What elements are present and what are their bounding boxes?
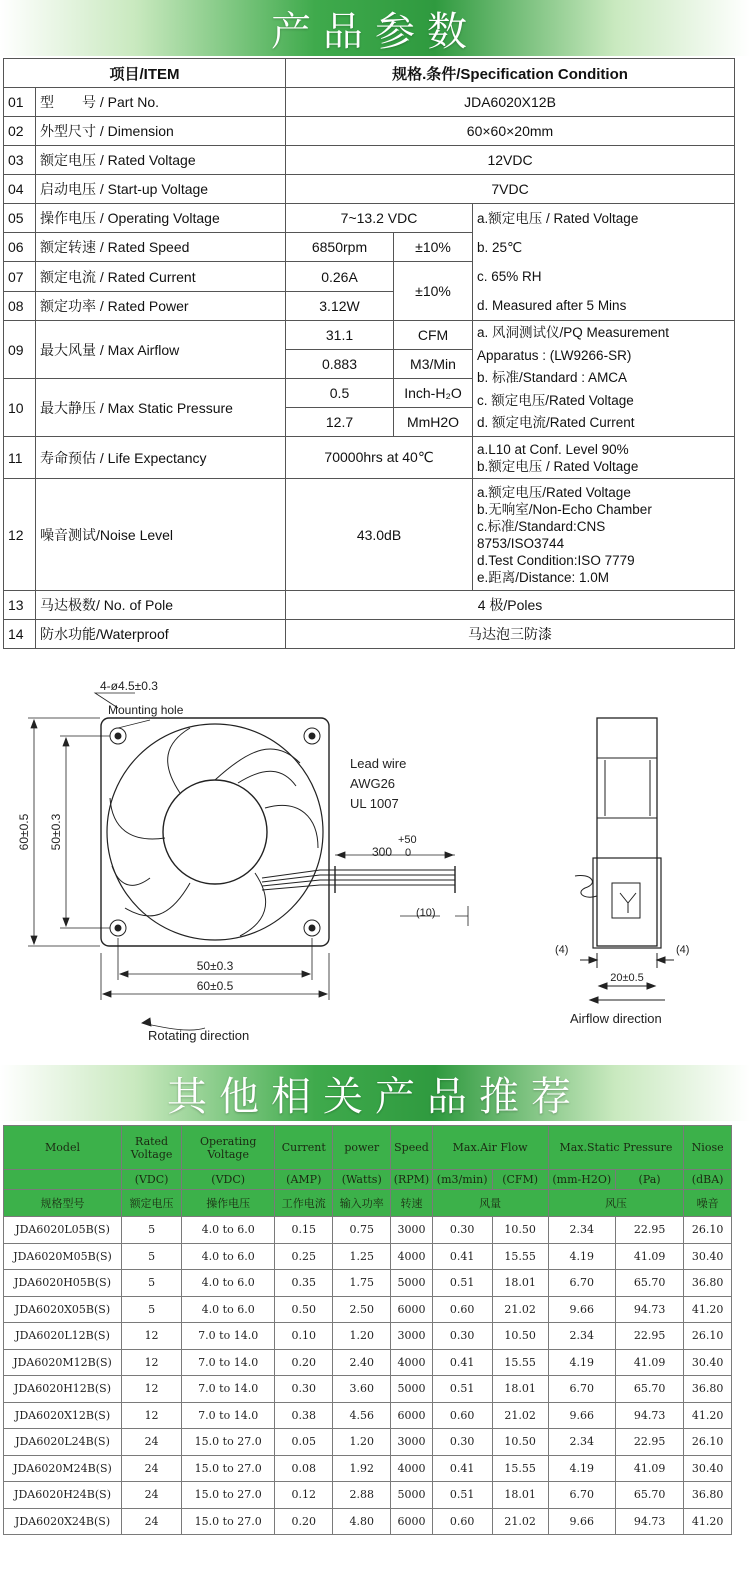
value-cell: 0.41 xyxy=(432,1349,492,1376)
row-item: 马达极数/ No. of Pole xyxy=(36,591,286,620)
value-cell: 0.20 xyxy=(275,1349,333,1376)
row-item: 最大风量 / Max Airflow xyxy=(36,321,286,379)
row-no: 03 xyxy=(4,146,36,175)
model-cell: JDA6020L24B(S) xyxy=(4,1429,122,1456)
spec-row xyxy=(4,88,735,117)
side-dim-width: 20±0.5 xyxy=(610,972,644,984)
value-cell: 15.0 to 27.0 xyxy=(182,1455,275,1482)
spec-table xyxy=(3,58,735,649)
dimension-lines xyxy=(28,693,468,1030)
value-cell: 4.19 xyxy=(548,1455,615,1482)
model-cell: JDA6020X12B(S) xyxy=(4,1402,122,1429)
table-row xyxy=(4,1455,732,1482)
value-cell: 6.70 xyxy=(548,1376,615,1403)
value-cell: 24 xyxy=(122,1482,182,1509)
spec-header-condition: 规格.条件/Specification Condition xyxy=(286,59,735,88)
value-cell: 0.30 xyxy=(432,1323,492,1350)
value-cell: 15.0 to 27.0 xyxy=(182,1429,275,1456)
note-line: b.无响室/Non-Echo Chamber xyxy=(477,501,652,517)
value-cell: 36.80 xyxy=(684,1482,732,1509)
value-cell: 1.75 xyxy=(333,1270,391,1297)
row-no: 01 xyxy=(4,88,36,117)
row-value: 7~13.2 VDC xyxy=(286,204,473,233)
value-cell: 4.0 to 6.0 xyxy=(182,1296,275,1323)
cn-header: 噪音 xyxy=(684,1190,732,1217)
value-cell: 7.0 to 14.0 xyxy=(182,1323,275,1350)
value-cell: 65.70 xyxy=(615,1270,683,1297)
value-cell: 4.0 to 6.0 xyxy=(182,1217,275,1244)
note-line: e.距离/Distance: 1.0M xyxy=(477,569,610,585)
row-no: 09 xyxy=(4,321,36,379)
rotating-direction-label: Rotating direction xyxy=(148,1028,250,1043)
value-cell: 1.25 xyxy=(333,1243,391,1270)
value-cell: 0.51 xyxy=(432,1270,492,1297)
value-cell: 1.20 xyxy=(333,1429,391,1456)
value-cell: 30.40 xyxy=(684,1455,732,1482)
value-cell: 12 xyxy=(122,1349,182,1376)
spec-row xyxy=(4,146,735,175)
row-item: 外型尺寸 / Dimension xyxy=(36,117,286,146)
spec-row xyxy=(4,321,735,350)
value-cell: 0.20 xyxy=(275,1508,333,1535)
spec-row xyxy=(4,175,735,204)
section-banner-specs xyxy=(0,0,750,56)
col-current: Current xyxy=(275,1126,333,1170)
row-value: 70000hrs at 40℃ xyxy=(286,437,473,479)
model-cell: JDA6020M24B(S) xyxy=(4,1455,122,1482)
value-cell: 15.0 to 27.0 xyxy=(182,1482,275,1509)
row-item: 操作电压 / Operating Voltage xyxy=(36,204,286,233)
row-item: 防水功能/Waterproof xyxy=(36,620,286,649)
value-cell: 0.30 xyxy=(275,1376,333,1403)
value-cell: 0.38 xyxy=(275,1402,333,1429)
value-cell: 2.34 xyxy=(548,1217,615,1244)
value-cell: 4.0 to 6.0 xyxy=(182,1270,275,1297)
value-cell: 0.60 xyxy=(432,1402,492,1429)
spec-header-row xyxy=(4,59,735,88)
cn-header: 风量 xyxy=(432,1190,548,1217)
value-cell: 0.41 xyxy=(432,1455,492,1482)
value-cell: 0.15 xyxy=(275,1217,333,1244)
value-cell: 41.20 xyxy=(684,1402,732,1429)
spec-row xyxy=(4,117,735,146)
note-line: d.Test Condition:ISO 7779 xyxy=(477,552,635,568)
value-cell: 36.80 xyxy=(684,1376,732,1403)
value-cell: 0.30 xyxy=(432,1429,492,1456)
row-no: 04 xyxy=(4,175,36,204)
value-cell: 94.73 xyxy=(615,1402,683,1429)
table-row xyxy=(4,1482,732,1509)
value-cell: 10.50 xyxy=(492,1217,548,1244)
related-unit-row xyxy=(4,1170,732,1190)
value-cell: 4000 xyxy=(391,1349,432,1376)
dim-60-vertical: 60±0.5 xyxy=(17,813,31,851)
row-value: 0.883 xyxy=(286,350,394,379)
value-cell: 6000 xyxy=(391,1402,432,1429)
fan-front-view xyxy=(101,718,455,946)
row-unit: MmH2O xyxy=(394,408,473,437)
row-item: 噪音测试/Noise Level xyxy=(36,479,286,591)
row-value: 60×60×20mm xyxy=(286,117,735,146)
model-cell: JDA6020L05B(S) xyxy=(4,1217,122,1244)
value-cell: 0.12 xyxy=(275,1482,333,1509)
value-cell: 0.50 xyxy=(275,1296,333,1323)
related-chinese-header-row xyxy=(4,1190,732,1217)
value-cell: 0.35 xyxy=(275,1270,333,1297)
wire-tolerance-upper: +50 xyxy=(398,834,417,846)
row-value: 31.1 xyxy=(286,321,394,350)
lead-wire-label: Lead wire xyxy=(350,756,407,771)
note-line: d. Measured after 5 Mins xyxy=(477,298,627,313)
note-cell xyxy=(473,204,735,321)
value-cell: 15.55 xyxy=(492,1455,548,1482)
row-no: 07 xyxy=(4,262,36,292)
spec-row xyxy=(4,591,735,620)
model-cell: JDA6020H24B(S) xyxy=(4,1482,122,1509)
dim-50-vertical: 50±0.3 xyxy=(49,813,63,851)
spec-row xyxy=(4,437,735,479)
row-tolerance: ±10% xyxy=(394,262,473,321)
fan-dimension-drawing xyxy=(0,668,750,1063)
note-line: d. 额定电流/Rated Current xyxy=(477,415,635,431)
value-cell: 9.66 xyxy=(548,1296,615,1323)
value-cell: 4.19 xyxy=(548,1349,615,1376)
note-line: 8753/ISO3744 xyxy=(477,535,565,551)
col-speed: Speed xyxy=(391,1126,432,1170)
value-cell: 0.08 xyxy=(275,1455,333,1482)
value-cell: 21.02 xyxy=(492,1508,548,1535)
side-dim-left: (4) xyxy=(555,944,569,956)
unit-cell: (CFM) xyxy=(492,1170,548,1190)
section-title: 产品参数 xyxy=(271,8,479,55)
fan-side-view xyxy=(575,718,674,1003)
value-cell: 7.0 to 14.0 xyxy=(182,1376,275,1403)
unit-cell: (VDC) xyxy=(182,1170,275,1190)
col-static-pressure: Max.Static Pressure xyxy=(548,1126,684,1170)
value-cell: 2.50 xyxy=(333,1296,391,1323)
dim-50-horizontal: 50±0.3 xyxy=(196,959,234,973)
value-cell: 15.55 xyxy=(492,1243,548,1270)
value-cell: 5 xyxy=(122,1243,182,1270)
value-cell: 0.75 xyxy=(333,1217,391,1244)
value-cell: 6000 xyxy=(391,1508,432,1535)
row-no: 02 xyxy=(4,117,36,146)
value-cell: 30.40 xyxy=(684,1243,732,1270)
value-cell: 4000 xyxy=(391,1455,432,1482)
row-unit: M3/Min xyxy=(394,350,473,379)
unit-cell: (VDC) xyxy=(122,1170,182,1190)
value-cell: 3000 xyxy=(391,1323,432,1350)
value-cell: 4.56 xyxy=(333,1402,391,1429)
model-cell: JDA6020X24B(S) xyxy=(4,1508,122,1535)
table-row xyxy=(4,1270,732,1297)
table-row xyxy=(4,1323,732,1350)
value-cell: 0.60 xyxy=(432,1296,492,1323)
note-line: a.额定电压 / Rated Voltage xyxy=(477,211,639,226)
value-cell: 4000 xyxy=(391,1243,432,1270)
mounting-hole-label: Mounting hole xyxy=(108,703,184,717)
value-cell: 7.0 to 14.0 xyxy=(182,1402,275,1429)
value-cell: 41.20 xyxy=(684,1508,732,1535)
value-cell: 41.20 xyxy=(684,1296,732,1323)
row-value: 马达泡三防漆 xyxy=(286,620,735,649)
value-cell: 30.40 xyxy=(684,1349,732,1376)
model-cell: JDA6020L12B(S) xyxy=(4,1323,122,1350)
col-noise: Niose xyxy=(684,1126,732,1170)
value-cell: 0.41 xyxy=(432,1243,492,1270)
value-cell: 5000 xyxy=(391,1270,432,1297)
ul-label: UL 1007 xyxy=(350,796,399,811)
row-unit: CFM xyxy=(394,321,473,350)
value-cell: 15.55 xyxy=(492,1349,548,1376)
row-item: 最大静压 / Max Static Pressure xyxy=(36,379,286,437)
note-line: c. 65% RH xyxy=(477,269,542,284)
row-no: 05 xyxy=(4,204,36,233)
table-row xyxy=(4,1217,732,1244)
row-item: 额定功率 / Rated Power xyxy=(36,292,286,321)
value-cell: 12 xyxy=(122,1376,182,1403)
value-cell: 9.66 xyxy=(548,1402,615,1429)
row-value: 0.5 xyxy=(286,379,394,408)
table-row xyxy=(4,1376,732,1403)
note-line: b. 标准/Standard : AMCA xyxy=(477,370,628,386)
col-rated-voltage: Rated Voltage xyxy=(122,1126,182,1170)
model-cell: JDA6020H12B(S) xyxy=(4,1376,122,1403)
note-line: a.额定电压/Rated Voltage xyxy=(477,484,631,500)
value-cell: 41.09 xyxy=(615,1349,683,1376)
value-cell: 65.70 xyxy=(615,1482,683,1509)
table-row xyxy=(4,1349,732,1376)
note-line: a. 风洞测试仪/PQ Measurement xyxy=(477,325,670,341)
unit-cell: (Watts) xyxy=(333,1170,391,1190)
col-power: power xyxy=(333,1126,391,1170)
note-line: b. 25℃ xyxy=(477,240,523,255)
value-cell: 0.30 xyxy=(432,1217,492,1244)
cn-header: 工作电流 xyxy=(275,1190,333,1217)
note-line: c. 额定电压/Rated Voltage xyxy=(477,392,634,408)
related-products-table xyxy=(3,1125,732,1535)
value-cell: 26.10 xyxy=(684,1429,732,1456)
row-item: 寿命预估 / Life Expectancy xyxy=(36,437,286,479)
row-value: 7VDC xyxy=(286,175,735,204)
value-cell: 3000 xyxy=(391,1217,432,1244)
spec-row xyxy=(4,479,735,591)
value-cell: 4.80 xyxy=(333,1508,391,1535)
value-cell: 2.40 xyxy=(333,1349,391,1376)
value-cell: 0.60 xyxy=(432,1508,492,1535)
value-cell: 9.66 xyxy=(548,1508,615,1535)
awg-label: AWG26 xyxy=(350,776,396,791)
value-cell: 5 xyxy=(122,1217,182,1244)
value-cell: 21.02 xyxy=(492,1296,548,1323)
row-value: 12VDC xyxy=(286,146,735,175)
table-row xyxy=(4,1429,732,1456)
value-cell: 26.10 xyxy=(684,1323,732,1350)
value-cell: 6000 xyxy=(391,1296,432,1323)
value-cell: 65.70 xyxy=(615,1376,683,1403)
value-cell: 12 xyxy=(122,1323,182,1350)
row-no: 14 xyxy=(4,620,36,649)
unit-cell: (RPM) xyxy=(391,1170,432,1190)
row-item: 额定转速 / Rated Speed xyxy=(36,233,286,262)
note-line: b.额定电压 / Rated Voltage xyxy=(477,458,639,474)
cn-header: 额定电压 xyxy=(122,1190,182,1217)
note-cell xyxy=(473,437,735,479)
cn-header: 转速 xyxy=(391,1190,432,1217)
value-cell: 18.01 xyxy=(492,1376,548,1403)
wire-tolerance-lower: 0 xyxy=(405,847,412,859)
cn-header: 规格型号 xyxy=(4,1190,122,1217)
row-no: 10 xyxy=(4,379,36,437)
model-cell: JDA6020M05B(S) xyxy=(4,1243,122,1270)
hole-label: 4-ø4.5±0.3 xyxy=(100,679,158,693)
row-value: 3.12W xyxy=(286,292,394,321)
value-cell: 5 xyxy=(122,1296,182,1323)
cn-header: 输入功率 xyxy=(333,1190,391,1217)
row-tolerance: ±10% xyxy=(394,233,473,262)
row-unit: Inch-H₂O xyxy=(394,379,473,408)
value-cell: 22.95 xyxy=(615,1323,683,1350)
value-cell: 18.01 xyxy=(492,1482,548,1509)
value-cell: 41.09 xyxy=(615,1243,683,1270)
unit-cell: (AMP) xyxy=(275,1170,333,1190)
value-cell: 22.95 xyxy=(615,1217,683,1244)
value-cell: 1.20 xyxy=(333,1323,391,1350)
value-cell: 10.50 xyxy=(492,1323,548,1350)
row-value: 4 极/Poles xyxy=(286,591,735,620)
value-cell: 26.10 xyxy=(684,1217,732,1244)
row-item: 启动电压 / Start-up Voltage xyxy=(36,175,286,204)
col-operating-voltage: Operating Voltage xyxy=(182,1126,275,1170)
cn-header: 操作电压 xyxy=(182,1190,275,1217)
value-cell: 1.92 xyxy=(333,1455,391,1482)
model-cell: JDA6020H05B(S) xyxy=(4,1270,122,1297)
row-item: 型 号 / Part No. xyxy=(36,88,286,117)
value-cell: 41.09 xyxy=(615,1455,683,1482)
spec-row xyxy=(4,620,735,649)
value-cell: 94.73 xyxy=(615,1508,683,1535)
related-table-body xyxy=(4,1217,732,1535)
section-title: 其他相关产品推荐 xyxy=(167,1073,583,1120)
value-cell: 2.34 xyxy=(548,1429,615,1456)
value-cell: 7.0 to 14.0 xyxy=(182,1349,275,1376)
col-model: Model xyxy=(4,1126,122,1170)
value-cell: 0.25 xyxy=(275,1243,333,1270)
value-cell: 12 xyxy=(122,1402,182,1429)
strip-length: (10) xyxy=(416,907,436,919)
value-cell: 0.05 xyxy=(275,1429,333,1456)
side-dim-right: (4) xyxy=(676,944,690,956)
row-no: 06 xyxy=(4,233,36,262)
note-cell xyxy=(473,321,735,437)
value-cell: 36.80 xyxy=(684,1270,732,1297)
value-cell: 15.0 to 27.0 xyxy=(182,1508,275,1535)
value-cell: 94.73 xyxy=(615,1296,683,1323)
value-cell: 24 xyxy=(122,1508,182,1535)
note-line: Apparatus : (LW9266-SR) xyxy=(477,347,632,363)
unit-cell: (mm-H2O) xyxy=(548,1170,615,1190)
section-banner-related xyxy=(0,1065,750,1121)
value-cell: 24 xyxy=(122,1429,182,1456)
wire-length: 300 xyxy=(372,845,393,859)
related-header-row xyxy=(4,1126,732,1170)
airflow-direction-label: Airflow direction xyxy=(570,1011,662,1026)
row-value: 43.0dB xyxy=(286,479,473,591)
row-item: 额定电压 / Rated Voltage xyxy=(36,146,286,175)
value-cell: 10.50 xyxy=(492,1429,548,1456)
row-value: 12.7 xyxy=(286,408,394,437)
cn-header: 风压 xyxy=(548,1190,684,1217)
dim-60-horizontal: 60±0.5 xyxy=(196,979,234,993)
value-cell: 0.51 xyxy=(432,1376,492,1403)
model-cell: JDA6020M12B(S) xyxy=(4,1349,122,1376)
note-line: a.L10 at Conf. Level 90% xyxy=(477,441,629,457)
table-row xyxy=(4,1402,732,1429)
value-cell: 2.34 xyxy=(548,1323,615,1350)
note-line: c.标准/Standard:CNS xyxy=(477,518,606,534)
value-cell: 6.70 xyxy=(548,1482,615,1509)
row-no: 08 xyxy=(4,292,36,321)
value-cell: 0.10 xyxy=(275,1323,333,1350)
row-no: 11 xyxy=(4,437,36,479)
value-cell: 5000 xyxy=(391,1376,432,1403)
value-cell: 3.60 xyxy=(333,1376,391,1403)
note-cell xyxy=(473,479,735,591)
value-cell: 4.0 to 6.0 xyxy=(182,1243,275,1270)
unit-blank xyxy=(4,1170,122,1190)
value-cell: 4.19 xyxy=(548,1243,615,1270)
unit-cell: (dBA) xyxy=(684,1170,732,1190)
row-value: JDA6020X12B xyxy=(286,88,735,117)
value-cell: 21.02 xyxy=(492,1402,548,1429)
value-cell: 24 xyxy=(122,1455,182,1482)
unit-cell: (m3/min) xyxy=(432,1170,492,1190)
row-value: 0.26A xyxy=(286,262,394,292)
value-cell: 0.51 xyxy=(432,1482,492,1509)
value-cell: 3000 xyxy=(391,1429,432,1456)
value-cell: 2.88 xyxy=(333,1482,391,1509)
row-no: 12 xyxy=(4,479,36,591)
spec-row xyxy=(4,204,735,233)
row-value: 6850rpm xyxy=(286,233,394,262)
model-cell: JDA6020X05B(S) xyxy=(4,1296,122,1323)
table-row xyxy=(4,1296,732,1323)
value-cell: 5000 xyxy=(391,1482,432,1509)
value-cell: 22.95 xyxy=(615,1429,683,1456)
value-cell: 18.01 xyxy=(492,1270,548,1297)
unit-cell: (Pa) xyxy=(615,1170,683,1190)
table-row xyxy=(4,1508,732,1535)
row-item: 额定电流 / Rated Current xyxy=(36,262,286,292)
row-no: 13 xyxy=(4,591,36,620)
col-air-flow: Max.Air Flow xyxy=(432,1126,548,1170)
table-row xyxy=(4,1243,732,1270)
spec-header-item: 项目/ITEM xyxy=(4,59,286,88)
value-cell: 5 xyxy=(122,1270,182,1297)
value-cell: 6.70 xyxy=(548,1270,615,1297)
